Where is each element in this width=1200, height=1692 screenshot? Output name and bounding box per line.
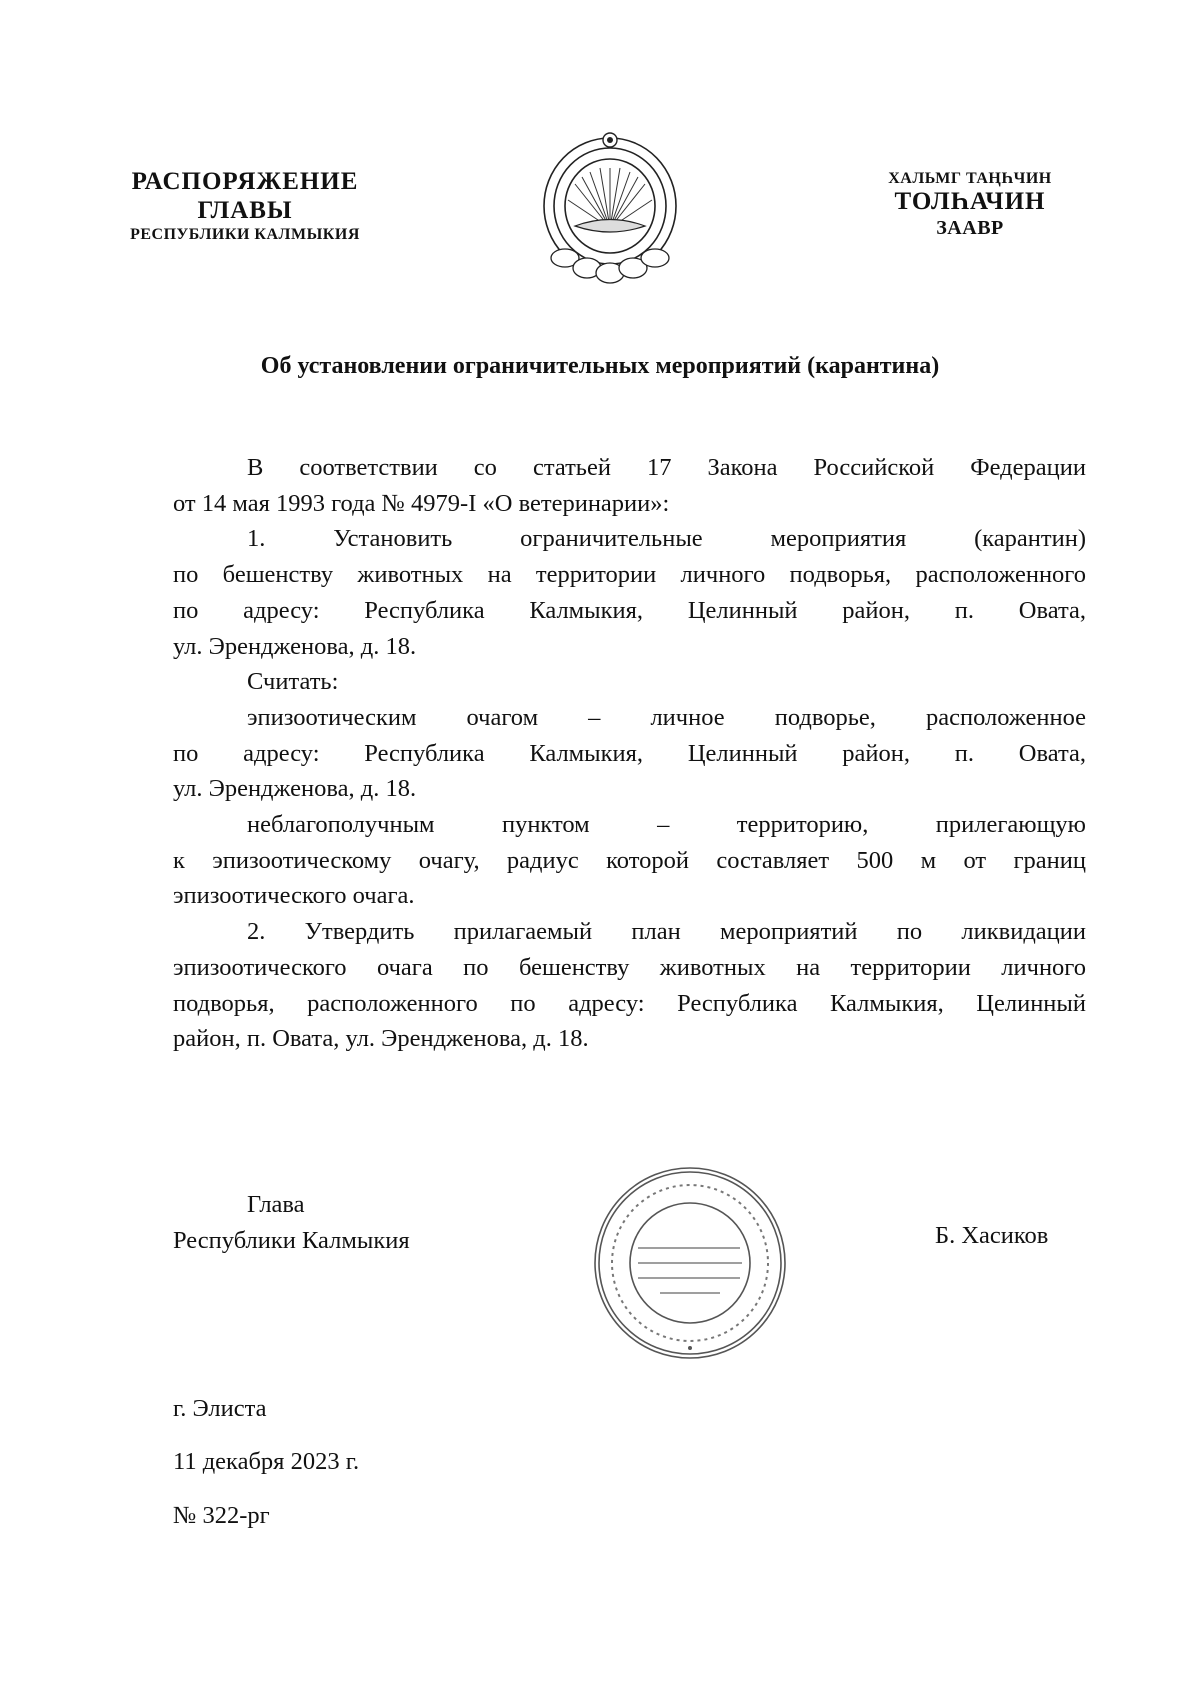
document-body <box>173 450 1086 1057</box>
header-left-line-2: ГЛАВЫ <box>197 196 293 224</box>
body-line: от 14 мая 1993 года № 4979-I «О ветеринарии»: <box>173 489 670 517</box>
body-line: ул. Эрендженова, д. 18. <box>173 775 417 803</box>
body-line: по адресу: Республика Калмыкия, Целинный район, п. Овата, <box>173 739 1086 767</box>
body-line: район, п. Овата, ул. Эрендженова, д. 18. <box>173 1025 589 1053</box>
official-stamp-icon <box>590 1163 790 1363</box>
body-line: эпизоотическим очагом – личное подворье, расположенное <box>247 703 1086 731</box>
body-line: к эпизоотическому очагу, радиус которой составляет 500 м от границ <box>173 846 1086 874</box>
body-line: В соответствии со статьей 17 Закона Российской Федерации <box>247 454 1086 481</box>
header-right <box>850 170 1090 240</box>
body-line: по адресу: Республика Калмыкия, Целинный район, п. Овата, <box>173 596 1086 624</box>
footer-city: г. Элиста <box>173 1395 267 1422</box>
header-left <box>95 168 395 244</box>
kalmykia-emblem-icon <box>535 128 685 288</box>
footer-number: № 322-рг <box>173 1502 270 1529</box>
body-line: эпизоотического очага по бешенству животных на территории личного <box>173 953 1086 981</box>
signature-position <box>173 1187 410 1259</box>
document-title: Об установлении ограничительных мероприятий (карантина) <box>260 353 940 379</box>
body-line: эпизоотического очага. <box>173 882 415 910</box>
signature-position-line-2: Республики Калмыкия <box>173 1227 410 1254</box>
header-right-line-1: ХАЛЬМГ ТАҢҺЧИН <box>888 170 1052 187</box>
footer-date: 11 декабря 2023 г. <box>173 1448 360 1475</box>
body-line: по бешенству животных на территории личного подворья, расположенного <box>173 561 1086 589</box>
signer-name: Б. Хасиков <box>935 1222 1049 1249</box>
header-right-line-3: ЗААВР <box>936 217 1004 240</box>
header-left-line-3: РЕСПУБЛИКИ КАЛМЫКИЯ <box>130 225 360 243</box>
body-line: ул. Эрендженова, д. 18. <box>173 632 417 660</box>
body-line: 2. Утвердить прилагаемый план мероприятий по ликвидации <box>247 918 1086 946</box>
body-line: неблагополучным пунктом – территорию, прилегающую <box>247 811 1086 839</box>
header-left-line-1: РАСПОРЯЖЕНИЕ <box>131 168 359 195</box>
body-line: Считать: <box>247 668 339 696</box>
signature-position-line-1: Глава <box>247 1191 305 1218</box>
body-line: подворья, расположенного по адресу: Республика Калмыкия, Целинный <box>173 989 1086 1017</box>
body-line: 1. Установить ограничительные мероприятия (карантин) <box>247 525 1086 553</box>
header-right-line-2: ТОЛҺАЧИН <box>894 188 1046 216</box>
